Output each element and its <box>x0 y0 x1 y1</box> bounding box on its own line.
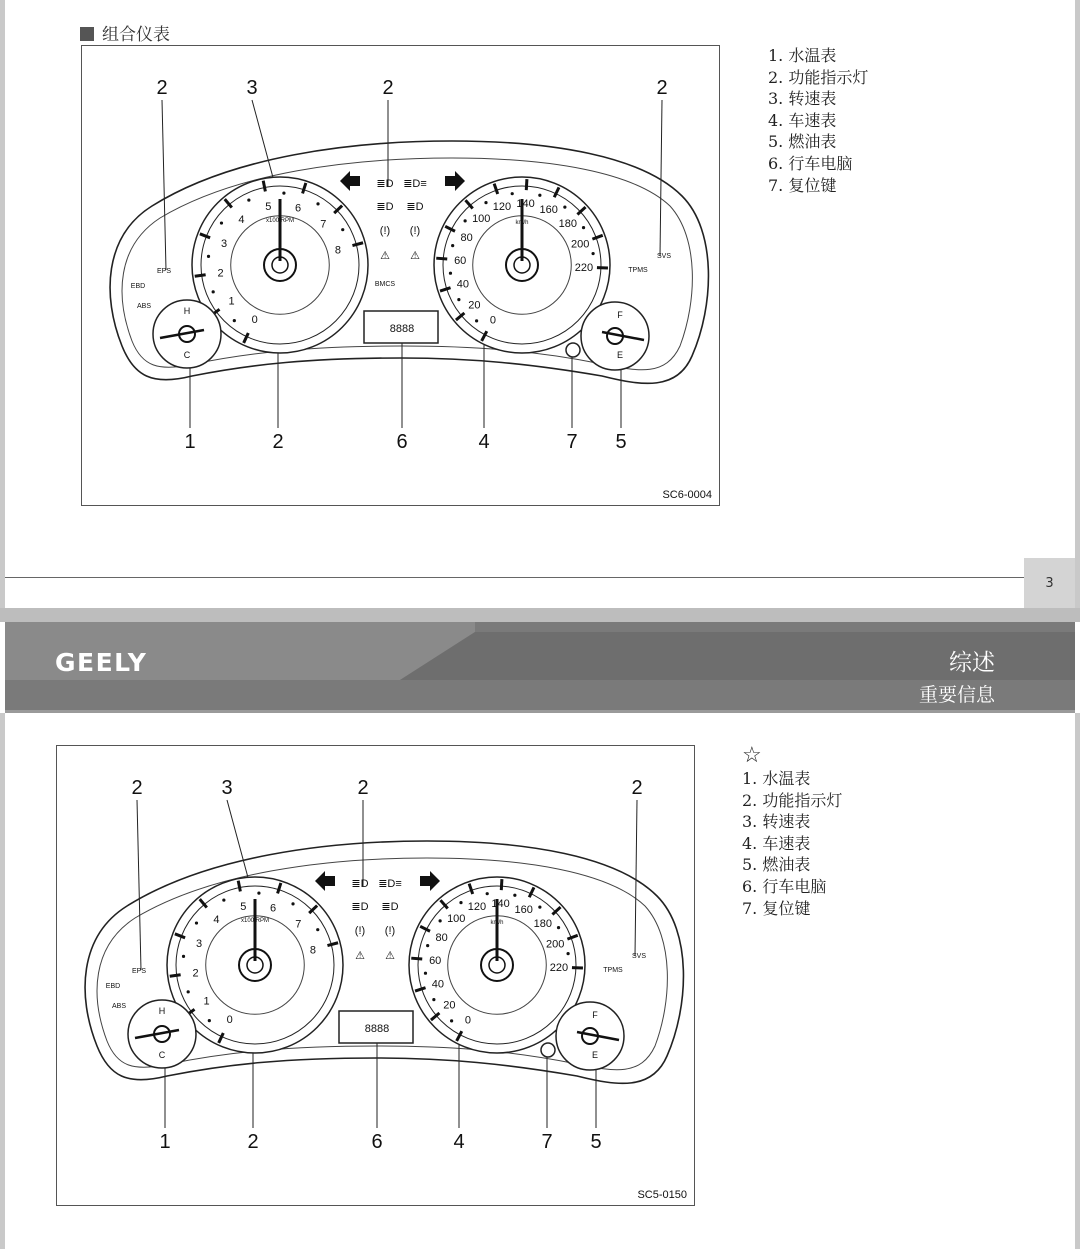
tachometer-major-tick <box>238 881 240 892</box>
speedometer-tick-label: 100 <box>472 213 491 226</box>
figure-code: SC6-0004 <box>662 489 712 501</box>
reset-button-icon <box>541 1043 555 1057</box>
callout-leader <box>635 800 637 956</box>
header-band <box>5 622 1075 710</box>
speedometer-minor-dot <box>457 298 460 301</box>
tachometer-tick-label: 6 <box>294 202 302 215</box>
speedometer-minor-dot <box>538 906 541 909</box>
speedometer-tick-label: 200 <box>571 238 590 251</box>
speedometer-minor-dot <box>484 201 487 204</box>
speedometer-tick-label: 20 <box>443 999 456 1012</box>
tachometer-tick-label: 2 <box>192 967 199 980</box>
page-border-left <box>0 713 5 1249</box>
speedometer-minor-dot <box>449 272 452 275</box>
callout-leader <box>162 100 166 270</box>
legend-bottom <box>742 744 842 919</box>
speedometer-tick-label: 220 <box>574 262 594 275</box>
legend-top <box>768 45 868 196</box>
speedometer-tick-label: 20 <box>468 299 481 312</box>
indicator-lamp-icon: ⚠ <box>380 250 390 262</box>
indicator-lamp-icon: ≣D <box>351 901 369 913</box>
indicator-lamp-icon: ⚠ <box>410 250 420 262</box>
legend-item: 4. 车速表 <box>742 833 811 853</box>
callout-number: 6 <box>371 1131 383 1153</box>
speedometer-tick-label: 120 <box>492 201 512 214</box>
turn-right-arrow-icon <box>420 871 440 891</box>
speedometer-minor-dot <box>563 206 566 209</box>
tachometer-tick-label: 6 <box>269 902 277 915</box>
legend-item: 1. 水温表 <box>742 769 811 788</box>
fuel-gauge-label: F <box>592 1010 598 1020</box>
speedometer-tick-label: 140 <box>516 197 535 210</box>
tachometer-tick-label: 8 <box>334 244 342 257</box>
speedometer-tick-label: 100 <box>447 913 466 926</box>
tachometer-tick-label: 2 <box>217 267 224 280</box>
temp-gauge-label: H <box>158 1006 166 1016</box>
turn-left-arrow-icon <box>340 171 360 191</box>
callout-number: 4 <box>478 431 490 453</box>
fuel-gauge-label: E <box>616 350 624 360</box>
tachometer-tick-label: 4 <box>238 213 245 226</box>
indicator-text-eps: EPS <box>156 268 172 275</box>
star-icon: ☆ <box>742 743 762 768</box>
legend-item: 7. 复位键 <box>768 175 837 195</box>
tachometer-tick-label: 0 <box>251 314 258 327</box>
speedometer-tick-label: 0 <box>464 1014 471 1027</box>
bullet-square-icon <box>80 27 94 41</box>
tachometer-minor-dot <box>222 898 225 901</box>
instrument-cluster-figure-bottom <box>56 745 695 1206</box>
callout-number: 2 <box>631 777 643 799</box>
callout-number: 3 <box>221 777 233 799</box>
legend-item: 3. 转速表 <box>742 812 811 832</box>
tachometer-tick-label: 7 <box>295 918 302 931</box>
speedometer-minor-dot <box>486 892 489 895</box>
speedometer-tick-label: 60 <box>454 254 467 267</box>
tachometer-major-tick <box>195 275 206 276</box>
callout-number: 5 <box>590 1131 602 1153</box>
indicator-lamp-icon: ≣D <box>406 201 424 213</box>
legend-item: 6. 行车电脑 <box>768 153 853 173</box>
legend-item: 2. 功能指示灯 <box>768 67 869 87</box>
speedometer-minor-dot <box>459 901 462 904</box>
tachometer-minor-dot <box>247 198 250 201</box>
instrument-cluster-drawing <box>82 46 719 505</box>
temp-gauge-label: C <box>158 1050 166 1060</box>
callout-number: 1 <box>159 1131 171 1153</box>
turn-left-arrow-icon <box>315 871 335 891</box>
legend-item: 5. 燃油表 <box>742 855 811 875</box>
indicator-text-abs: ABS <box>111 1003 127 1010</box>
tachometer-unit: x100 RPM <box>240 918 270 924</box>
tachometer-tick-label: 3 <box>196 938 203 951</box>
callout-number: 2 <box>131 777 143 799</box>
legend-item: 7. 复位键 <box>742 898 811 918</box>
legend-item: 6. 行车电脑 <box>742 876 827 896</box>
tachometer-minor-dot <box>282 192 285 195</box>
speedometer-tick-label: 40 <box>456 278 470 291</box>
tachometer-major-tick <box>263 181 265 192</box>
callout-number: 2 <box>156 77 168 99</box>
tachometer-minor-dot <box>182 955 185 958</box>
speedometer-tick-label: 0 <box>489 314 496 327</box>
tachometer-tick-label: 0 <box>226 1014 233 1027</box>
indicator-text-svs: SVS <box>656 253 672 260</box>
tachometer-minor-dot <box>207 255 210 258</box>
indicator-text-svs: SVS <box>631 953 647 960</box>
indicator-lamp-icon: ≣D <box>351 878 369 890</box>
callout-number: 7 <box>566 431 578 453</box>
page-rule <box>5 577 1025 578</box>
speedometer-minor-dot <box>538 194 541 197</box>
callout-number: 2 <box>247 1131 259 1153</box>
legend-item: 3. 转速表 <box>768 89 837 109</box>
indicator-text-bmcs: BMCS <box>374 281 396 288</box>
section-title <box>80 20 170 45</box>
indicator-text-abs: ABS <box>136 303 152 310</box>
tachometer-tick-label: 8 <box>309 944 317 957</box>
header-divider <box>5 710 1075 713</box>
speedometer-tick-label: 60 <box>429 954 442 967</box>
indicator-lamp-icon: (!) <box>354 925 366 937</box>
speedometer-tick-label: 200 <box>546 938 565 951</box>
trip-computer-lcd-text: 8888 <box>364 1023 390 1035</box>
tachometer-minor-dot <box>291 902 294 905</box>
indicator-lamp-icon: ≣D <box>376 201 394 213</box>
indicator-lamp-icon: ≣D≡ <box>403 178 427 190</box>
callout-number: 2 <box>357 777 369 799</box>
indicator-lamp-icon: (!) <box>379 225 391 237</box>
speedometer-minor-dot <box>424 972 427 975</box>
tachometer-tick-label: 5 <box>240 901 247 914</box>
tachometer-minor-dot <box>233 319 236 322</box>
chapter-header <box>5 622 1075 710</box>
tachometer-tick-label: 1 <box>203 995 210 1008</box>
temp-gauge-label: C <box>183 350 191 360</box>
legend-item: 2. 功能指示灯 <box>742 790 843 810</box>
callout-number: 2 <box>382 77 394 99</box>
callout-leader <box>660 100 662 256</box>
speedometer-major-tick <box>436 258 447 259</box>
tachometer-minor-dot <box>316 928 319 931</box>
callout-number: 4 <box>453 1131 465 1153</box>
reset-button-icon <box>566 343 580 357</box>
indicator-lamp-icon: ⚠ <box>355 950 365 962</box>
speedometer-minor-dot <box>591 252 594 255</box>
callout-number: 2 <box>272 431 284 453</box>
speedometer-tick-label: 220 <box>549 962 569 975</box>
callout-leader <box>137 800 141 970</box>
indicator-lamp-icon: ≣D≡ <box>378 878 402 890</box>
chapter-title: 综述 <box>949 650 995 676</box>
page-number: 3 <box>1024 558 1075 608</box>
section-title-text: 组合仪表 <box>102 25 170 45</box>
instrument-cluster-drawing <box>57 746 694 1205</box>
tachometer-tick-label: 7 <box>320 218 327 231</box>
tachometer-minor-dot <box>257 892 260 895</box>
indicator-lamp-icon: ≣D <box>376 178 394 190</box>
speedometer-major-tick <box>501 879 502 890</box>
speedometer-tick-label: 140 <box>491 897 510 910</box>
callout-number: 7 <box>541 1131 553 1153</box>
callout-number: 5 <box>615 431 627 453</box>
speedometer-tick-label: 180 <box>533 918 552 931</box>
speedometer-minor-dot <box>426 944 429 947</box>
callout-number: 6 <box>396 431 408 453</box>
callout-number: 3 <box>246 77 258 99</box>
tachometer-minor-dot <box>341 228 344 231</box>
tachometer-unit: x100 RPM <box>265 218 295 224</box>
tachometer-tick-label: 1 <box>228 295 235 308</box>
instrument-cluster-figure-top <box>81 45 720 506</box>
tachometer-minor-dot <box>187 990 190 993</box>
chapter-subtitle: 重要信息 <box>918 684 995 706</box>
figure-code: SC5-0150 <box>637 1189 687 1201</box>
speedometer-minor-dot <box>450 1019 453 1022</box>
legend-item: 4. 车速表 <box>768 110 837 130</box>
speedometer-tick-label: 160 <box>539 203 558 216</box>
tachometer-minor-dot <box>208 1019 211 1022</box>
fuel-gauge-label: E <box>591 1050 599 1060</box>
indicator-text-tpms: TPMS <box>628 267 648 274</box>
tachometer-tick-label: 3 <box>221 238 228 251</box>
speedometer-minor-dot <box>582 226 585 229</box>
speedometer-unit: km/h <box>490 920 504 926</box>
tachometer-minor-dot <box>316 202 319 205</box>
legend-item: 5. 燃油表 <box>768 132 837 152</box>
speedometer-tick-label: 80 <box>460 231 473 244</box>
speedometer-major-tick <box>411 958 422 959</box>
temp-gauge-label: H <box>183 306 191 316</box>
speedometer-minor-dot <box>513 894 516 897</box>
page-gap <box>0 608 1080 622</box>
brand-logo: GEELY <box>55 648 148 677</box>
speedometer-tick-label: 180 <box>558 218 577 231</box>
speedometer-major-tick <box>526 179 527 190</box>
tachometer-tick-label: 4 <box>213 913 220 926</box>
indicator-text-ebd: EBD <box>130 283 146 290</box>
speedometer-minor-dot <box>439 919 442 922</box>
trip-computer-lcd-text: 8888 <box>389 323 415 335</box>
tachometer-tick-label: 5 <box>265 201 272 214</box>
legend-item: 1. 水温表 <box>768 46 837 65</box>
speedometer-minor-dot <box>432 998 435 1001</box>
speedometer-minor-dot <box>451 244 454 247</box>
speedometer-tick-label: 160 <box>514 903 533 916</box>
tachometer-minor-dot <box>212 290 215 293</box>
indicator-text-ebd: EBD <box>105 983 121 990</box>
tachometer-minor-dot <box>195 921 198 924</box>
indicator-lamp-icon: ⚠ <box>385 950 395 962</box>
tachometer-major-tick <box>170 975 181 976</box>
speedometer-minor-dot <box>475 319 478 322</box>
indicator-lamp-icon: (!) <box>384 925 396 937</box>
tachometer-minor-dot <box>220 221 223 224</box>
fuel-gauge-label: F <box>617 310 623 320</box>
page-border-right <box>1075 713 1080 1249</box>
callout-number: 2 <box>656 77 668 99</box>
turn-right-arrow-icon <box>445 171 465 191</box>
speedometer-minor-dot <box>557 926 560 929</box>
indicator-text-tpms: TPMS <box>603 967 623 974</box>
indicator-text-eps: EPS <box>131 968 147 975</box>
indicator-lamp-icon: ≣D <box>381 901 399 913</box>
speedometer-unit: km/h <box>515 220 529 226</box>
indicator-lamp-icon: (!) <box>409 225 421 237</box>
speedometer-minor-dot <box>464 219 467 222</box>
speedometer-tick-label: 120 <box>467 901 487 914</box>
speedometer-minor-dot <box>566 952 569 955</box>
callout-number: 1 <box>184 431 196 453</box>
speedometer-tick-label: 40 <box>431 978 445 991</box>
speedometer-tick-label: 80 <box>435 931 448 944</box>
speedometer-minor-dot <box>511 192 514 195</box>
